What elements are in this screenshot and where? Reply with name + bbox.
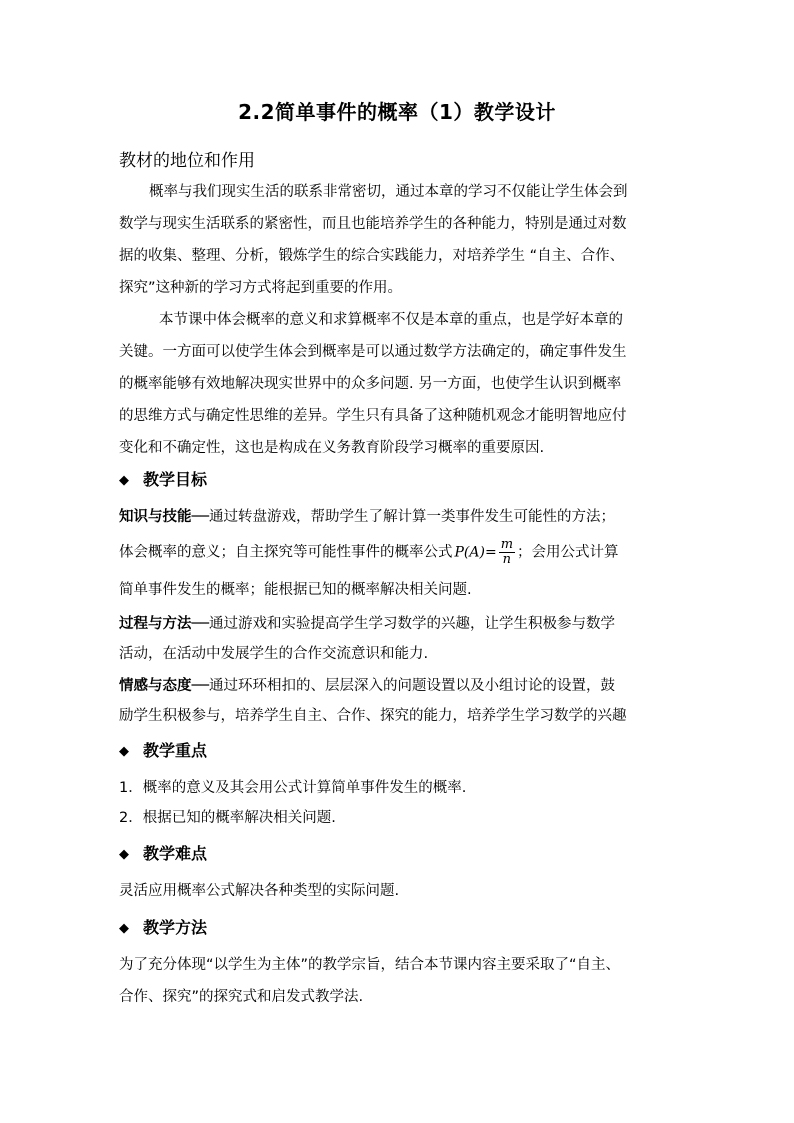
attitude-text: ──通过环环相扣的、层层深入的问题设置以及小组讨论的设置，鼓 [191, 678, 615, 694]
attitude-label: 情感与态度 [119, 678, 192, 694]
knowledge-skills-line-2 [119, 538, 679, 567]
method-line-2: 合作、探究”的探究式和启发式教学法. [119, 989, 364, 1005]
difficulty-heading-text: 教学难点 [143, 844, 208, 863]
knowledge-skills-text: ──通过转盘游戏，帮助学生了解计算一类事件发生可能性的方法； [191, 509, 615, 525]
process-methods-line-1 [119, 612, 679, 633]
method-line-1: 为了充分体现“以学生为主体”的教学宗旨，结合本节课内容主要采取了“自主、 [119, 957, 621, 973]
process-methods-line-2: 活动，在活动中发展学生的合作交流意识和能力. [119, 646, 429, 662]
attitude-line-2: 励学生积极参与，培养学生自主、合作、探究的能力，培养学生学习数学的兴趣 [119, 708, 627, 724]
text-line: 据的收集、整理、分析，锻炼学生的综合实践能力，对培养学生 “自主、合作、 [119, 248, 625, 264]
section-heading-role: 教材的地位和作用 [119, 151, 255, 171]
key-point-item-2: 2．根据已知的概率解决相关问题. [119, 810, 336, 826]
formula-denominator: n [502, 552, 512, 567]
attitude-line-1 [119, 674, 679, 695]
text-line: 探究”这种新的学习方式将起到重要的作用。 [119, 280, 403, 296]
text-line: 的思维方式与确定性思维的差异。学生只有具备了这种随机观念才能明智地应付 [119, 408, 627, 424]
diamond-bullet-icon: ◆ [119, 473, 129, 488]
goals-heading-text: 教学目标 [143, 470, 208, 489]
knowledge-text-before-formula: 体会概率的意义；自主探究等可能性事件的概率公式 [119, 544, 453, 561]
knowledge-skills-line-3: 简单事件发生的概率；能根据已知的概率解决相关问题. [119, 582, 472, 598]
difficulty-text: 灵活应用概率公式解决各种类型的实际问题. [119, 883, 400, 899]
text-line: 的概率能够有效地解决现实世界中的众多问题. 另一方面，也使学生认识到概率 [119, 376, 622, 392]
method-heading [119, 915, 207, 938]
text-line: 关键。一方面可以使学生体会到概率是可以通过数学方法确定的，确定事件发生 [119, 344, 627, 360]
goals-heading [119, 467, 207, 490]
difficulty-heading [119, 841, 207, 864]
diamond-bullet-icon: ◆ [119, 847, 129, 862]
document-title: 2.2简单事件的概率（1）教学设计 [238, 100, 556, 124]
method-heading-text: 教学方法 [143, 918, 208, 937]
knowledge-skills-label: 知识与技能 [119, 509, 192, 525]
text-line: 数学与现实生活联系的紧密性，而且也能培养学生的各种能力，特别是通过对数 [119, 216, 627, 232]
process-methods-text: ──通过游戏和实验提高学生学习数学的兴趣，让学生积极参与数学 [191, 616, 615, 632]
text-line: 变化和不确定性，这也是构成在义务教育阶段学习概率的重要原因. [119, 440, 545, 456]
formula-numerator: m [500, 537, 514, 552]
process-methods-label: 过程与方法 [119, 616, 192, 632]
diamond-bullet-icon: ◆ [119, 744, 129, 759]
formula-fraction [499, 538, 515, 567]
text-line: 本节课中体会概率的意义和求算概率不仅是本章的重点，也是学好本章的 [159, 312, 623, 328]
formula-lhs: P(A)= [454, 544, 497, 561]
text-line: 概率与我们现实生活的联系非常密切，通过本章的学习不仅能让学生体会到 [149, 184, 628, 200]
knowledge-skills-line-1 [119, 505, 679, 526]
diamond-bullet-icon: ◆ [119, 921, 129, 936]
key-point-item-1: 1．概率的意义及其会用公式计算简单事件发生的概率. [119, 780, 467, 796]
key-points-heading-text: 教学重点 [143, 741, 208, 760]
key-points-heading [119, 738, 207, 761]
knowledge-text-after-formula: ；会用公式计算 [517, 544, 619, 561]
probability-formula [455, 538, 516, 567]
